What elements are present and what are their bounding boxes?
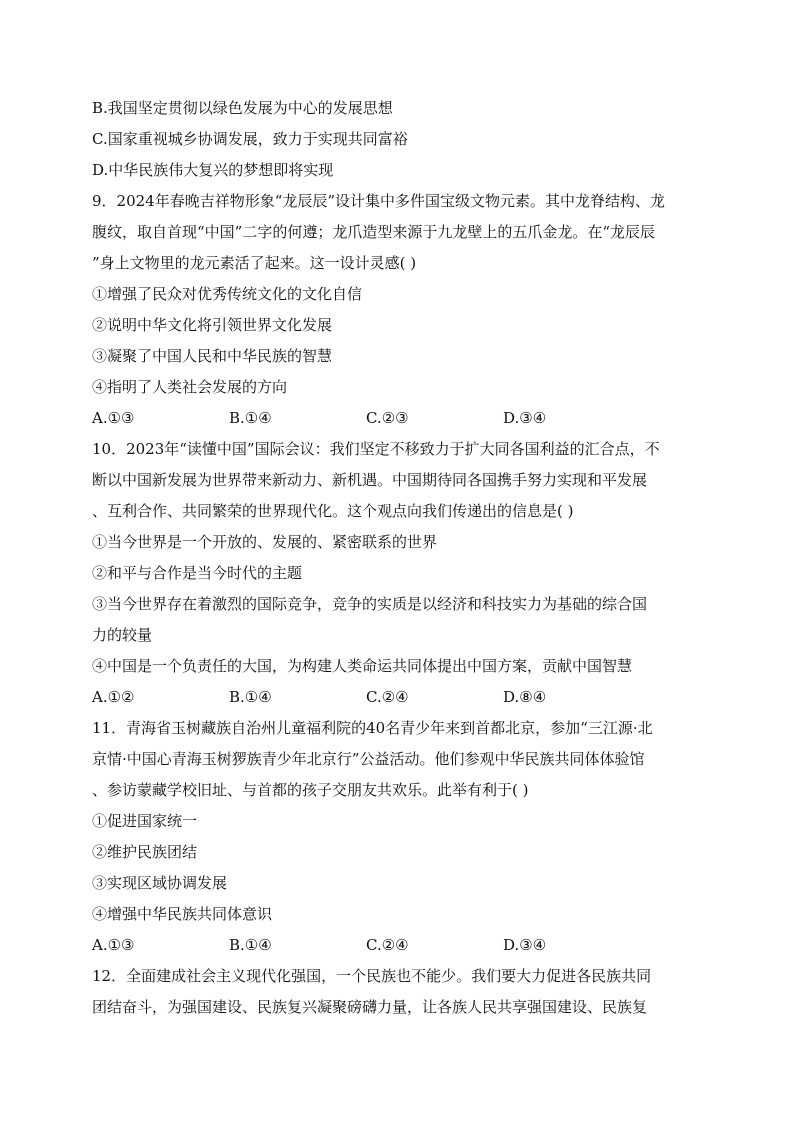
question-9 xyxy=(92,186,704,434)
q12-stem-line: 团结奋斗，为强国建设、民族复兴凝聚磅礴力量，让各族人民共享强国建设、民族复 xyxy=(92,998,648,1016)
question-11 xyxy=(92,713,704,961)
q11-stem-line: 11．青海省玉树藏族自治州儿童福利院的40名青少年来到首都北京，参加“三江源·北 xyxy=(92,719,653,737)
q10-options xyxy=(92,682,704,713)
q11-option-a: A.①③ xyxy=(92,936,135,954)
q10-item-1: ①当今世界是一个开放的、发展的、紧密联系的世界 xyxy=(92,533,438,551)
q10-item-3-continued: 力的较量 xyxy=(92,626,153,644)
q9-option-b: B.①④ xyxy=(229,409,272,427)
q8-option-b: B.我国坚定贯彻以绿色发展为中心的发展思想 xyxy=(92,99,393,117)
q11-item-1: ①促进国家统一 xyxy=(92,812,198,830)
q9-option-d: D.③④ xyxy=(503,409,547,427)
question-12 xyxy=(92,961,704,1023)
q11-stem-line: 、参访蒙藏学校旧址、与首都的孩子交朋友共欢乐。此举有利于( ) xyxy=(92,781,529,799)
q10-stem-line: 断以中国新发展为世界带来新动力、新机遇。中国期待同各国携手努力实现和平发展 xyxy=(92,471,648,489)
q10-option-a: A.①② xyxy=(92,688,135,706)
q11-item-2: ②维护民族团结 xyxy=(92,843,198,861)
q10-stem-line: 、互利合作、共同繁荣的世界现代化。这个观点向我们传递出的信息是( ) xyxy=(92,502,574,520)
q9-options xyxy=(92,403,704,434)
q10-item-4: ④中国是一个负责任的大国，为构建人类命运共同体提出中国方案，贡献中国智慧 xyxy=(92,657,633,675)
q8-option-d: D.中华民族伟大复兴的梦想即将实现 xyxy=(92,161,334,179)
q10-option-b: B.①④ xyxy=(229,688,272,706)
q11-options xyxy=(92,930,704,961)
q11-item-3: ③实现区域协调发展 xyxy=(92,874,228,892)
q8-option-c: C.国家重视城乡协调发展，致力于实现共同富裕 xyxy=(92,130,408,148)
question-8-remaining-options xyxy=(92,93,704,186)
q12-stem-line: 12．全面建成社会主义现代化强国，一个民族也不能少。我们要大力促进各民族共同 xyxy=(92,967,652,985)
q9-item-1: ①增强了民众对优秀传统文化的文化自信 xyxy=(92,285,363,303)
q9-item-3: ③凝聚了中国人民和中华民族的智慧 xyxy=(92,347,333,365)
q9-stem-line: 9．2024年春晚吉祥物形象“龙辰辰”设计集中多件国宝级文物元素。其中龙脊结构、龙 xyxy=(92,192,666,210)
q11-option-d: D.③④ xyxy=(503,936,547,954)
q9-item-4: ④指明了人类社会发展的方向 xyxy=(92,378,288,396)
q11-item-4: ④增强中华民族共同体意识 xyxy=(92,905,273,923)
q9-stem-line: 腹纹，取自首现“中国”二字的何遵；龙爪造型来源于九龙壁上的五爪金龙。在“龙辰辰 xyxy=(92,223,656,241)
q11-option-c: C.②④ xyxy=(366,936,409,954)
page-content xyxy=(92,93,704,1023)
q10-option-d: D.⑧④ xyxy=(503,688,547,706)
question-10 xyxy=(92,434,704,713)
q9-option-c: C.②③ xyxy=(366,409,409,427)
q10-option-c: C.②④ xyxy=(366,688,409,706)
q11-stem-line: 京情·中国心青海玉树猡族青少年北京行”公益活动。他们参观中华民族共同体体验馆 xyxy=(92,750,645,768)
q9-option-a: A.①③ xyxy=(92,409,135,427)
q10-item-3: ③当今世界存在着激烈的国际竞争，竞争的实质是以经济和科技实力为基础的综合国 xyxy=(92,595,648,613)
q11-option-b: B.①④ xyxy=(229,936,272,954)
q9-stem-line: ”身上文物里的龙元素活了起来。这一设计灵感( ) xyxy=(92,254,417,272)
q10-item-2: ②和平与合作是当今时代的主题 xyxy=(92,564,303,582)
q10-stem-line: 10．2023年“读懂中国”国际会议：我们坚定不移致力于扩大同各国利益的汇合点，不 xyxy=(92,440,660,458)
q9-item-2: ②说明中华文化将引领世界文化发展 xyxy=(92,316,333,334)
